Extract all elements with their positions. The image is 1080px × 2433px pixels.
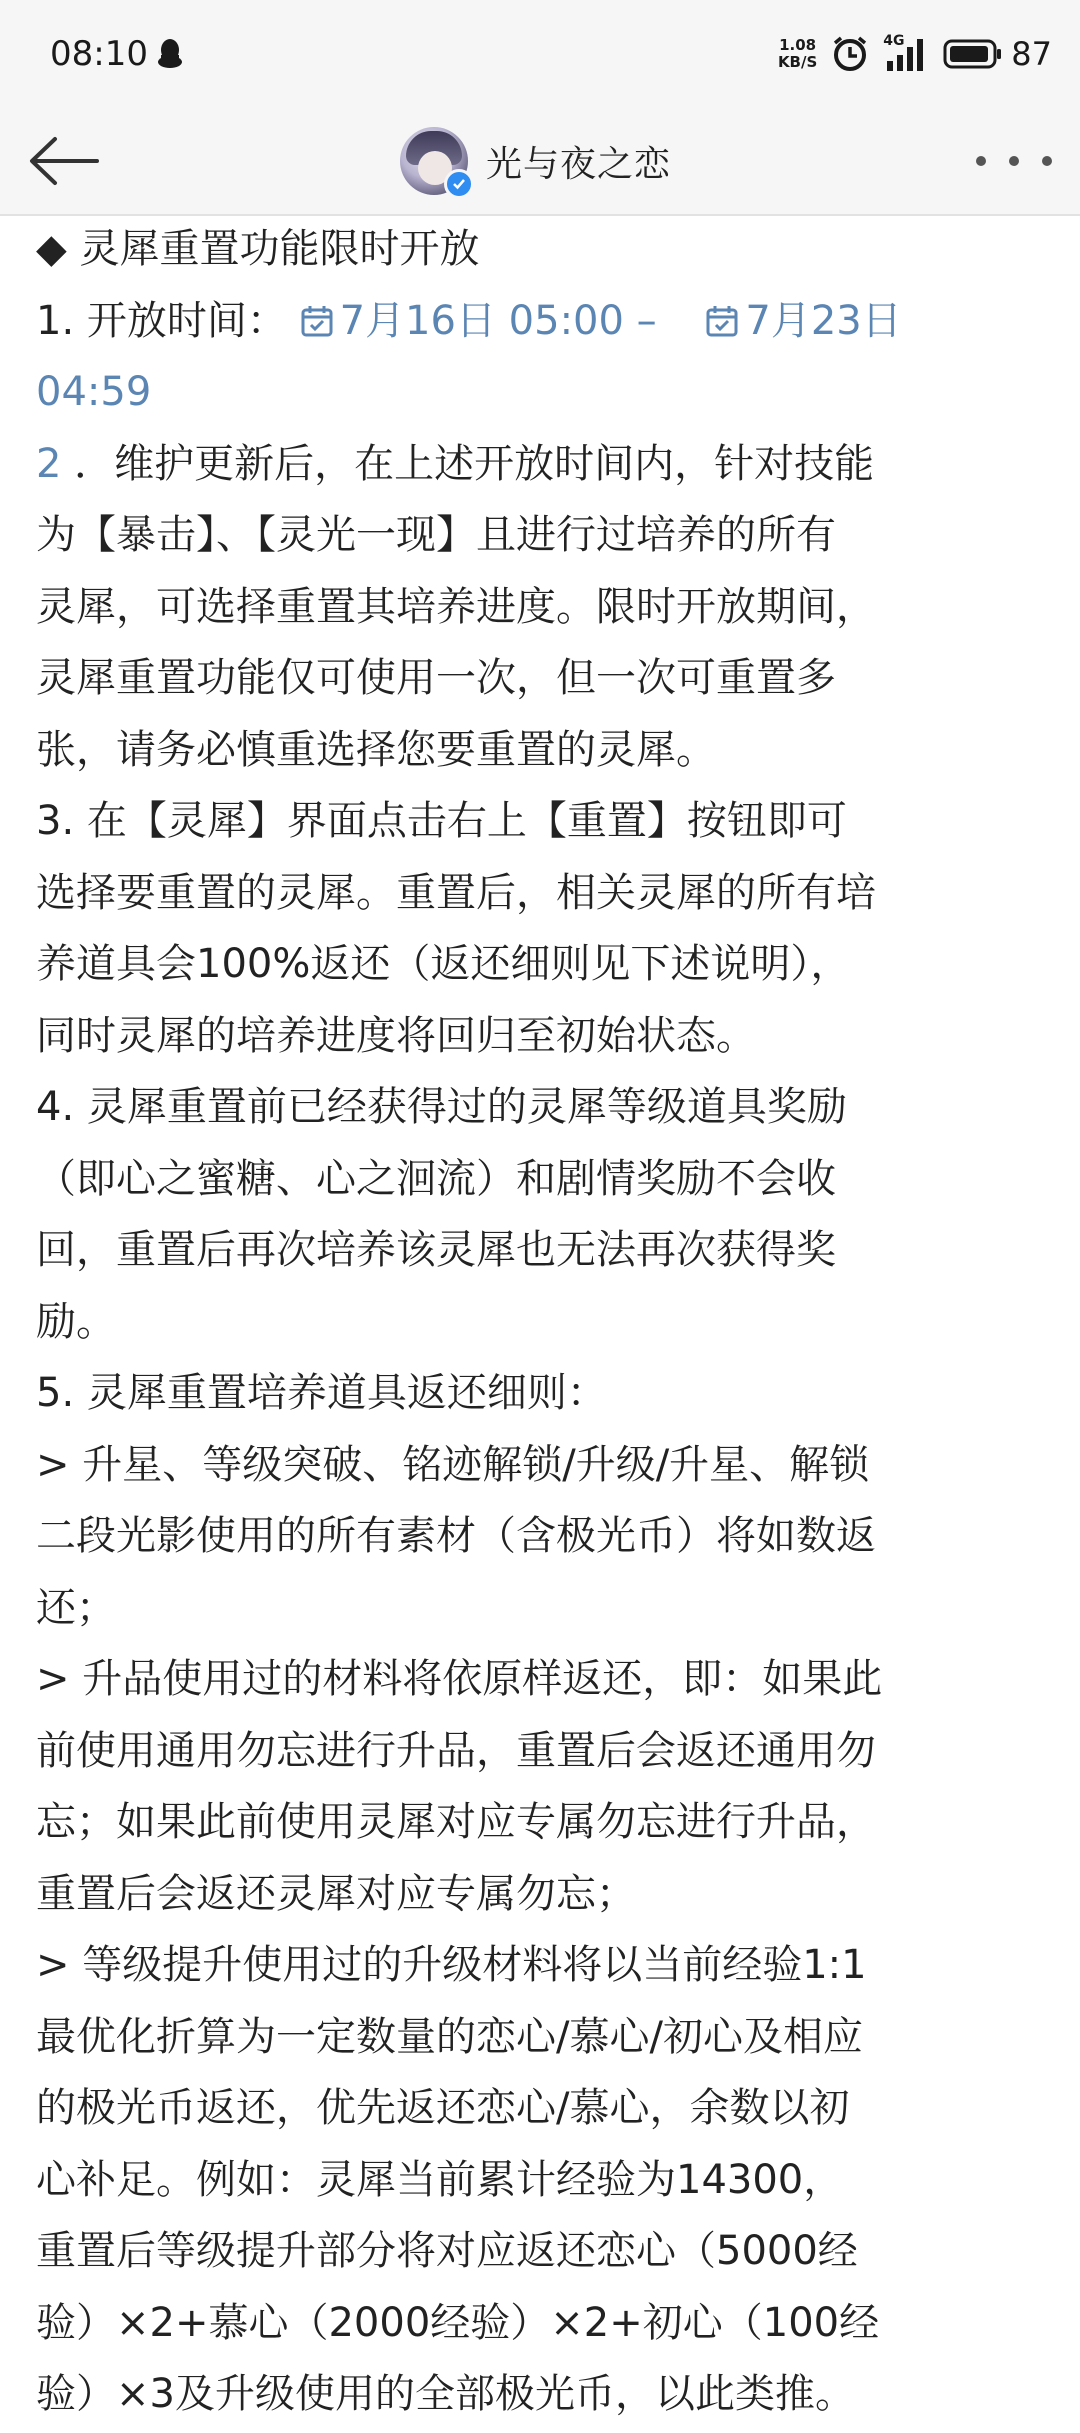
net-speed xyxy=(778,37,817,71)
avatar[interactable] xyxy=(400,127,468,195)
paragraph-line: 3. 在【灵犀】界面点击右上【重置】按钮即可 xyxy=(36,798,847,844)
calendar-icon xyxy=(300,304,334,338)
status-indicators xyxy=(778,30,1052,78)
paragraph-line: （即心之蜜糖、心之洄流）和剧情奖励不会收 xyxy=(36,1155,836,1202)
open-time-line xyxy=(36,286,1046,358)
paragraph-line: 灵犀重置功能仅可使用一次，但一次可重置多 xyxy=(36,655,836,701)
paragraph-line: 验）×2+慕心（2000经验）×2+初心（100经 xyxy=(36,2299,880,2346)
paragraph-line: 的极光币返还，优先返还恋心/慕心，余数以初 xyxy=(36,2085,850,2131)
signal-icon xyxy=(883,35,929,73)
paragraph-line: 心补足。例如：灵犀当前累计经验为14300， xyxy=(36,2156,844,2203)
verified-badge-icon xyxy=(444,169,474,199)
paragraph-line: 重置后等级提升部分将对应返还恋心（5000经 xyxy=(36,2228,858,2274)
net-speed-unit: KB/S xyxy=(777,53,818,71)
paragraph-line: 忘；如果此前使用灵犀对应专属勿忘进行升品， xyxy=(36,1799,876,1845)
status-bar xyxy=(0,0,1080,108)
date-end-time[interactable]: 04:59 xyxy=(36,369,152,415)
article-heading: ◆ 灵犀重置功能限时开放 xyxy=(36,226,480,272)
more-dot xyxy=(1009,156,1019,166)
network-type: 4G xyxy=(883,33,905,49)
net-speed-value: 1.08 xyxy=(779,36,817,54)
paragraph-line: 前使用通用勿忘进行升品，重置后会返还通用勿 xyxy=(36,1727,876,1774)
paragraph-line: > 升星、等级突破、铭迹解锁/升级/升星、解锁 xyxy=(36,1441,870,1488)
qq-icon xyxy=(155,38,185,70)
item2-line xyxy=(36,429,1046,501)
date-start-text: 7月16日 05:00 – xyxy=(339,297,657,344)
battery-icon xyxy=(943,38,1003,70)
paragraph-line: > 升品使用过的材料将依原样返还，即：如果此 xyxy=(36,1656,883,1702)
paragraph-line: 验）×3及升级使用的全部极光币，以此类推。 xyxy=(36,2371,855,2417)
battery-level: 87 xyxy=(1011,35,1052,73)
item1-prefix: 1. 开放时间： xyxy=(36,297,287,344)
date-end-text: 7月23日 xyxy=(745,297,902,344)
paragraph-line: 张，请务必慎重选择您要重置的灵犀。 xyxy=(36,726,716,773)
paragraph-line: 养道具会100%返还（返还细则见下述说明）， xyxy=(36,941,851,987)
item2-line1: ．维护更新后，在上述开放时间内，针对技能 xyxy=(61,440,875,487)
more-dot xyxy=(976,156,986,166)
page-title: 光与夜之恋 xyxy=(486,143,672,185)
paragraph-line: 选择要重置的灵犀。重置后，相关灵犀的所有培 xyxy=(36,869,876,916)
signal-indicator xyxy=(883,35,929,73)
paragraph-line: 励。 xyxy=(36,1298,116,1345)
paragraph-line: 灵犀，可选择重置其培养进度。限时开放期间， xyxy=(36,583,876,630)
paragraph-line: 5. 灵犀重置培养道具返还细则： xyxy=(36,1370,607,1416)
alarm-icon xyxy=(831,35,869,73)
paragraph-line: > 等级提升使用过的升级材料将以当前经验1:1 xyxy=(36,1942,867,1988)
paragraph-line: 二段光影使用的所有素材（含极光币）将如数返 xyxy=(36,1513,876,1559)
paragraph-line: 还； xyxy=(36,1584,116,1631)
account-header[interactable] xyxy=(400,108,671,214)
back-button[interactable] xyxy=(22,122,106,200)
top-nav-bar xyxy=(0,108,1080,216)
calendar-icon xyxy=(705,304,739,338)
status-time: 08:10 xyxy=(50,34,148,74)
date-start-link[interactable] xyxy=(300,298,670,344)
paragraph-line: 重置后会返还灵犀对应专属勿忘； xyxy=(36,1870,636,1917)
more-dot xyxy=(1042,156,1052,166)
item2-number: 2 xyxy=(36,440,62,487)
paragraph-line: 为【暴击】、【灵光一现】且进行过培养的所有 xyxy=(36,512,836,558)
more-button[interactable] xyxy=(976,136,1052,186)
paragraph-line: 回，重置后再次培养该灵犀也无法再次获得奖 xyxy=(36,1227,836,1273)
date-end-link[interactable] xyxy=(705,298,901,344)
paragraph-line: 最优化折算为一定数量的恋心/慕心/初心及相应 xyxy=(36,2013,863,2060)
paragraph-line: 同时灵犀的培养进度将回归至初始状态。 xyxy=(36,1012,756,1059)
paragraph-line: 4. 灵犀重置前已经获得过的灵犀等级道具奖励 xyxy=(36,1084,847,1130)
article-body xyxy=(36,214,1046,2431)
arrow-left-icon xyxy=(27,136,101,186)
